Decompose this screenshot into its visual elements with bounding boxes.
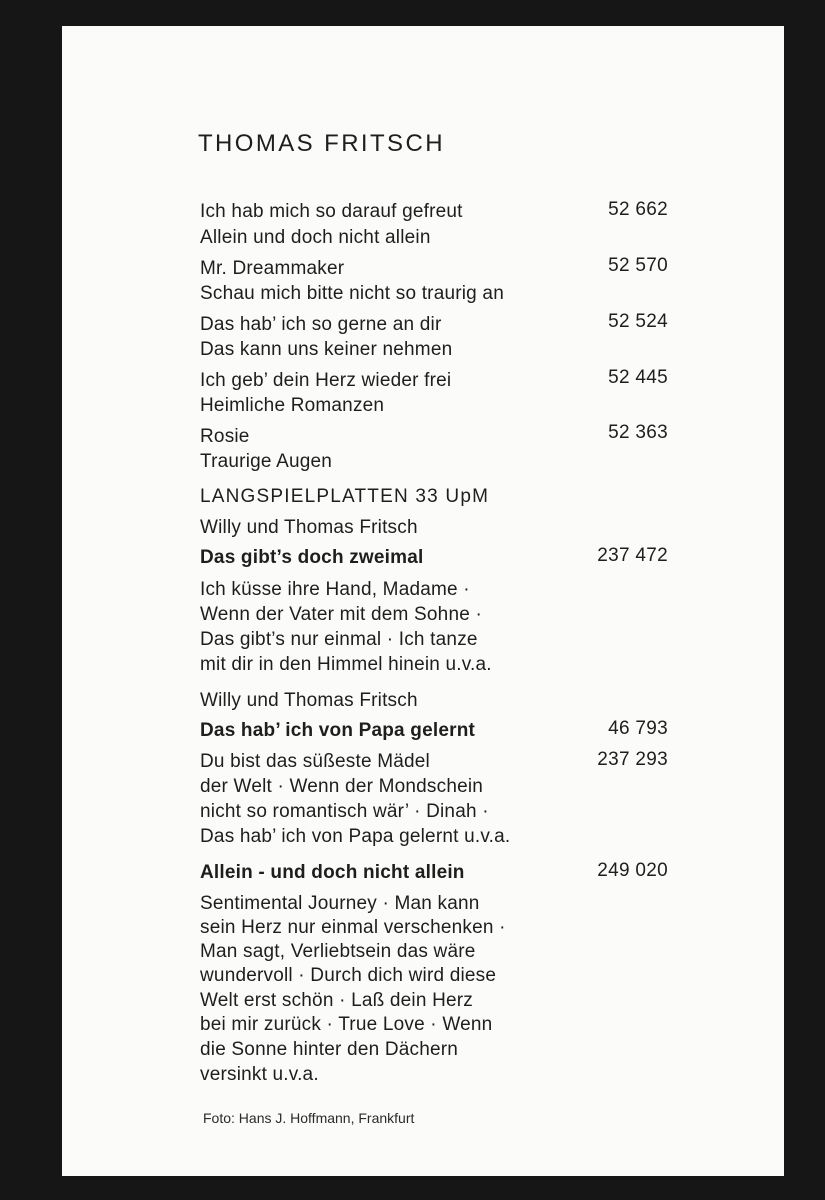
album-1-track-line: Das gibt’s nur einmal · Ich tanze	[200, 629, 478, 650]
album-2-track-line: nicht so romantisch wär’ · Dinah ·	[200, 801, 489, 822]
single-1-side-a: Ich hab mich so darauf gefreut	[200, 201, 463, 222]
album-2-track-line: Du bist das süßeste Mädel	[200, 751, 430, 772]
album-2-number-2: 237 293	[597, 749, 668, 770]
album-1-track-line: Wenn der Vater mit dem Sohne ·	[200, 604, 482, 625]
album-3-track-line: versinkt u.v.a.	[200, 1064, 319, 1085]
single-1-side-b: Allein und doch nicht allein	[200, 227, 431, 248]
album-3-track-line: die Sonne hinter den Dächern	[200, 1039, 459, 1060]
album-2-number: 46 793	[608, 718, 668, 739]
album-1-artist: Willy und Thomas Fritsch	[200, 517, 418, 538]
album-2-track-line: der Welt · Wenn der Mondschein	[200, 776, 484, 797]
album-3-track-line: wundervoll · Durch dich wird diese	[200, 965, 497, 986]
album-2-artist: Willy und Thomas Fritsch	[200, 690, 418, 711]
album-1-title: Das gibt’s doch zweimal	[200, 547, 424, 568]
single-2-side-b: Schau mich bitte nicht so traurig an	[200, 283, 504, 304]
album-3-track-line: sein Herz nur einmal verschenken ·	[200, 917, 506, 938]
album-3-track-line: bei mir zurück · True Love · Wenn	[200, 1014, 493, 1035]
album-2-title: Das hab’ ich von Papa gelernt	[200, 720, 476, 741]
lp-heading: LANGSPIELPLATTEN 33 UpM	[200, 486, 490, 507]
single-3-number: 52 524	[608, 311, 668, 332]
album-1-number: 237 472	[597, 545, 668, 566]
album-3-title: Allein - und doch nicht allein	[200, 862, 465, 883]
single-4-number: 52 445	[608, 367, 668, 388]
artist-title: THOMAS FRITSCH	[198, 130, 445, 157]
single-2-number: 52 570	[608, 255, 668, 276]
album-3-number: 249 020	[597, 860, 668, 881]
single-2-side-a: Mr. Dreammaker	[200, 258, 345, 279]
single-5-side-a: Rosie	[200, 426, 250, 447]
single-3-side-b: Das kann uns keiner nehmen	[200, 339, 453, 360]
single-5-side-b: Traurige Augen	[200, 451, 333, 472]
single-1-number: 52 662	[608, 199, 668, 220]
album-1-track-line: mit dir in den Himmel hinein u.v.a.	[200, 654, 492, 675]
album-1-track-line: Ich küsse ihre Hand, Madame ·	[200, 579, 470, 600]
single-4-side-b: Heimliche Romanzen	[200, 395, 385, 416]
album-3-track-line: Sentimental Journey · Man kann	[200, 893, 480, 914]
album-3-track-line: Welt erst schön · Laß dein Herz	[200, 990, 474, 1011]
single-4-side-a: Ich geb’ dein Herz wieder frei	[200, 370, 452, 391]
album-3-track-line: Man sagt, Verliebtsein das wäre	[200, 941, 476, 962]
album-2-track-line: Das hab’ ich von Papa gelernt u.v.a.	[200, 826, 511, 847]
single-3-side-a: Das hab’ ich so gerne an dir	[200, 314, 442, 335]
single-5-number: 52 363	[608, 422, 668, 443]
photo-credit: Foto: Hans J. Hoffmann, Frankfurt	[203, 1110, 415, 1126]
